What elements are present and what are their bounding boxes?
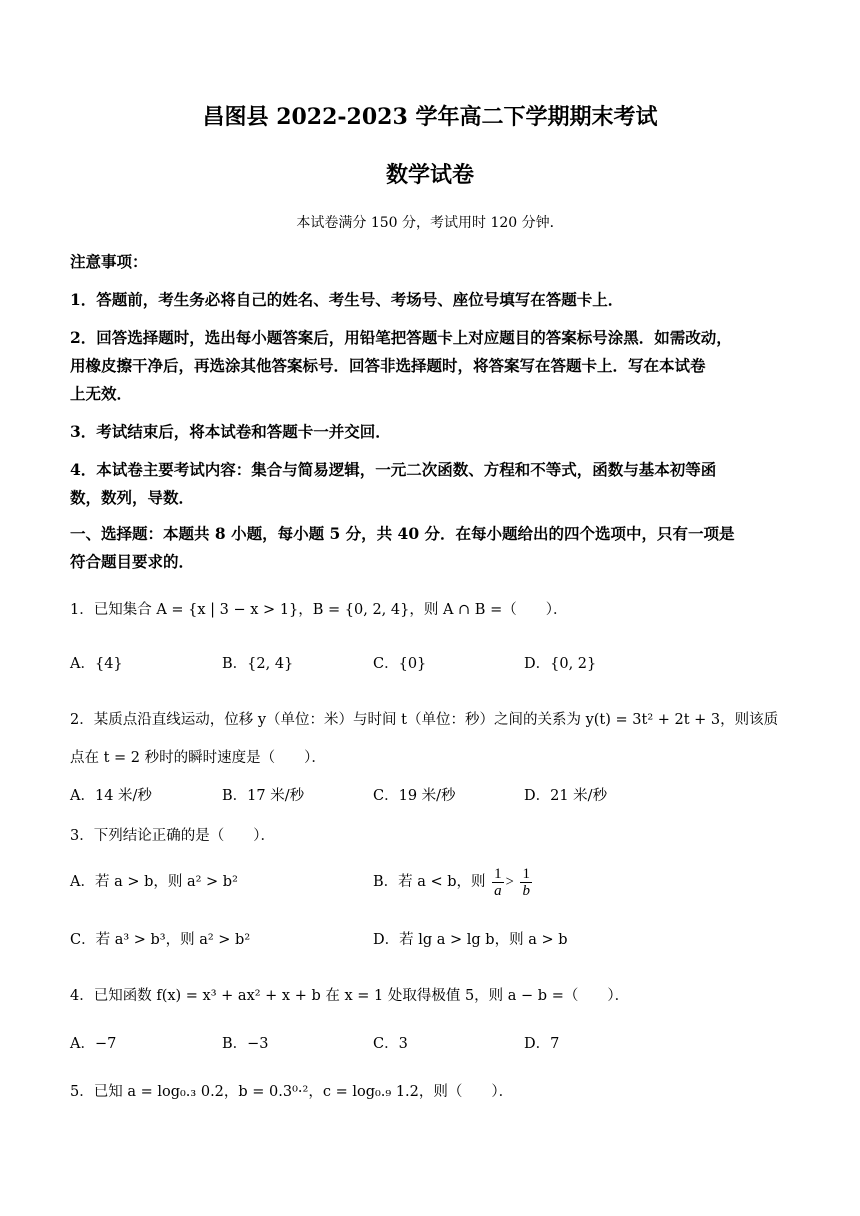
section-1-line-1: 一、选择题：本题共 8 小题，每小题 5 分，共 40 分．在每小题给出的四个选项中，只有一项是 bbox=[70, 524, 735, 543]
fraction-one-over-a bbox=[492, 866, 504, 899]
fraction-denominator-a: a bbox=[494, 882, 502, 899]
question-3-option-d: D．若 lg a > lg b，则 a > b bbox=[373, 932, 568, 948]
question-3-option-b-prefix: B．若 a < b，则 bbox=[373, 874, 486, 890]
exam-info: 本试卷满分 150 分，考试用时 120 分钟． bbox=[296, 215, 564, 231]
question-2-option-c: C．19 米/秒 bbox=[373, 788, 456, 804]
question-2-stem-line-1: 2．某质点沿直线运动，位移 y（单位：米）与时间 t（单位：秒）之间的关系为 y(t) = 3t² + 2t + 3，则该质 bbox=[70, 712, 779, 728]
question-4-option-c: C．3 bbox=[373, 1036, 408, 1052]
fraction-numerator: 1 bbox=[494, 865, 502, 882]
exam-subject: 数学试卷 bbox=[385, 162, 474, 188]
question-2-option-a: A．14 米/秒 bbox=[70, 788, 152, 804]
question-3-option-c: C．若 a³ > b³，则 a² > b² bbox=[70, 932, 251, 948]
question-1-option-a: A．{4} bbox=[70, 656, 123, 672]
fraction-numerator: 1 bbox=[522, 865, 530, 882]
question-4-option-b: B．−3 bbox=[222, 1036, 269, 1052]
question-4-option-a: A．−7 bbox=[70, 1036, 117, 1052]
question-2-option-b: B．17 米/秒 bbox=[222, 788, 305, 804]
notice-item-4-line-2: 数，数列，导数． bbox=[70, 488, 195, 507]
greater-than-sign: > bbox=[505, 874, 514, 890]
question-3-option-a: A．若 a > b，则 a² > b² bbox=[70, 874, 238, 890]
notice-item-4-line-1: 4．本试卷主要考试内容：集合与简易逻辑，一元二次函数、方程和不等式，函数与基本初等函 bbox=[70, 460, 717, 479]
question-4-stem: 4．已知函数 f(x) = x³ + ax² + x + b 在 x = 1 处取得极值 5，则 a − b =（ ）． bbox=[70, 988, 630, 1004]
question-3-stem: 3．下列结论正确的是（ ）． bbox=[70, 828, 275, 844]
fraction-one-over-b bbox=[520, 866, 532, 899]
question-1-stem: 1．已知集合 A = {x | 3 − x > 1}，B = {0, 2, 4}，则 A ∩ B =（ ）． bbox=[70, 602, 568, 618]
notice-item-2-line-3: 上无效． bbox=[70, 384, 133, 403]
notice-item-1: 1．答题前，考生务必将自己的姓名、考生号、考场号、座位号填写在答题卡上． bbox=[70, 290, 624, 309]
question-1-option-d: D．{0, 2} bbox=[524, 656, 597, 672]
question-2-option-d: D．21 米/秒 bbox=[524, 788, 608, 804]
notice-item-2-line-1: 2．回答选择题时，选出每小题答案后，用铅笔把答题卡上对应题目的答案标号涂黑．如需改动， bbox=[70, 328, 732, 347]
section-1-line-2: 符合题目要求的． bbox=[70, 552, 195, 571]
question-3-option-b bbox=[373, 862, 534, 902]
exam-title: 昌图县 2022-2023 学年高二下学期期末考试 bbox=[202, 104, 658, 130]
question-5-stem: 5．已知 a = log₀.₃ 0.2，b = 0.3⁰·²，c = log₀.₉ 1.2，则（ ）． bbox=[70, 1084, 514, 1100]
question-2-stem-line-2: 点在 t = 2 秒时的瞬时速度是（ ）． bbox=[70, 750, 326, 766]
notice-item-2-line-2: 用橡皮擦干净后，再选涂其他答案标号．回答非选择题时，将答案写在答题卡上．写在本试卷 bbox=[70, 356, 706, 375]
question-1-option-c: C．{0} bbox=[373, 656, 427, 672]
question-4-option-d: D．7 bbox=[524, 1036, 560, 1052]
fraction-denominator-b: b bbox=[522, 882, 530, 899]
notice-item-3: 3．考试结束后，将本试卷和答题卡一并交回． bbox=[70, 422, 391, 441]
question-1-option-b: B．{2, 4} bbox=[222, 656, 294, 672]
notice-heading: 注意事项： bbox=[70, 252, 148, 271]
